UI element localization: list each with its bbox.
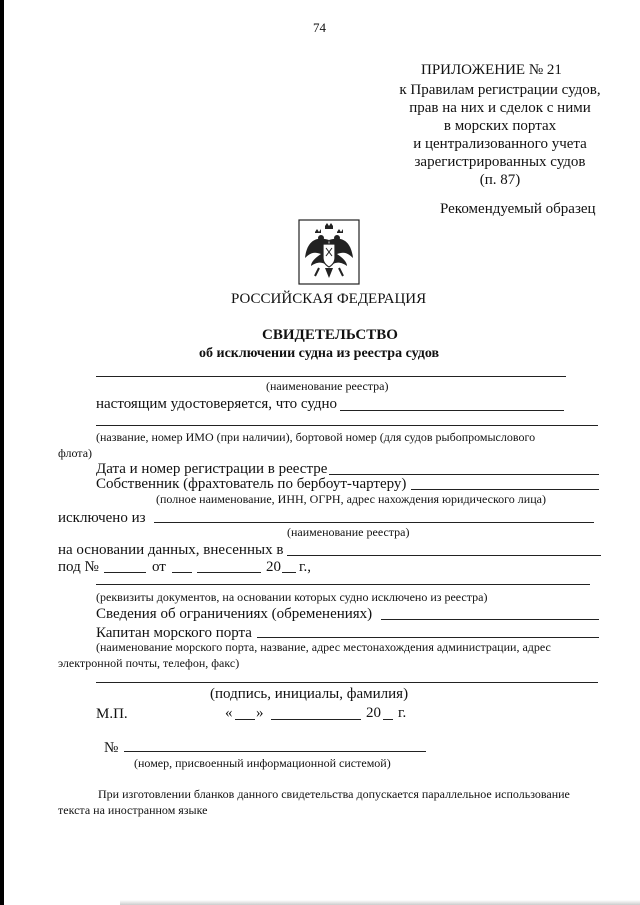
captain-hint-cont: электронной почты, телефон, факс) xyxy=(58,656,240,670)
year-prefix: 20 xyxy=(266,559,281,575)
excluded-hint: (наименование реестра) xyxy=(287,525,410,539)
appendix-line: в морских портах xyxy=(443,118,557,134)
owner-hint: (полное наименование, ИНН, ОГРН, адрес нахождения юридического лица) xyxy=(156,492,546,506)
scan-left-edge xyxy=(0,0,4,905)
coat-of-arms-icon xyxy=(297,218,361,286)
registry-name-hint: (наименование реестра) xyxy=(266,379,389,393)
signature-hint: (подпись, инициалы, фамилия) xyxy=(210,686,409,702)
excluded-field[interactable] xyxy=(154,522,594,523)
footnote-line: При изготовлении бланков данного свидетельства допускается параллельное использование xyxy=(98,787,570,801)
vessel-hint: (название, номер ИМО (при наличии), бортовой номер (для судов рыбопромыслового xyxy=(96,430,536,444)
sign-year-prefix: 20 xyxy=(366,705,381,721)
reg-date-label: Дата и номер регистрации в реестре xyxy=(96,461,328,477)
vessel-line-1[interactable] xyxy=(340,410,564,411)
owner-label: Собственник (фрахтователь по бербоут-чартеру) xyxy=(96,476,407,492)
stamp-place: М.П. xyxy=(96,706,128,722)
scan-bottom-edge xyxy=(120,900,640,905)
page-number: 74 xyxy=(313,20,326,35)
captain-field[interactable] xyxy=(257,637,599,638)
signature-line[interactable] xyxy=(96,682,598,683)
owner-field[interactable] xyxy=(411,489,599,490)
number-hint: (номер, присвоенный информационной системой) xyxy=(134,756,391,770)
basis-field[interactable] xyxy=(287,555,601,556)
under-no-label: под № xyxy=(58,559,99,575)
captain-label: Капитан морского порта xyxy=(96,625,252,641)
date-close-quote: » xyxy=(256,705,264,721)
vessel-hint-cont: флота) xyxy=(58,446,93,460)
appendix-line: (п. 87) xyxy=(479,172,521,188)
restrictions-label: Сведения об ограничениях (обременениях) xyxy=(96,606,373,622)
appendix-title: ПРИЛОЖЕНИЕ № 21 xyxy=(421,62,562,78)
footnote-line-cont: текста на иностранном языке xyxy=(58,803,208,817)
from-label: от xyxy=(152,559,166,575)
number-sign: № xyxy=(104,740,119,756)
registry-name-line[interactable] xyxy=(96,376,566,377)
system-number-field[interactable] xyxy=(124,751,426,752)
doc-day-field[interactable] xyxy=(172,572,192,573)
certify-text: настоящим удостоверяется, что судно xyxy=(96,396,338,412)
appendix-line: прав на них и сделок с ними xyxy=(409,100,591,116)
appendix-line: к Правилам регистрации судов, xyxy=(399,82,601,98)
doc-number-field[interactable] xyxy=(104,572,146,573)
sign-year-suffix: г. xyxy=(398,705,407,721)
docs-line[interactable] xyxy=(96,584,590,585)
captain-hint: (наименование морского порта, название, адрес местонахождения администрации, адрес xyxy=(96,640,551,654)
sign-day-field[interactable] xyxy=(235,719,255,720)
recommended-sample: Рекомендуемый образец xyxy=(440,201,596,217)
docs-hint: (реквизиты документов, на основании которых судно исключено из реестра) xyxy=(96,590,488,604)
year-suffix: г., xyxy=(299,559,311,575)
doc-month-field[interactable] xyxy=(197,572,261,573)
document-title: СВИДЕТЕЛЬСТВО xyxy=(262,327,398,343)
sign-year-field[interactable] xyxy=(383,719,393,720)
date-open-quote: « xyxy=(225,705,233,721)
basis-label: на основании данных, внесенных в xyxy=(58,542,284,558)
country-name: РОССИЙСКАЯ ФЕДЕРАЦИЯ xyxy=(231,291,427,307)
vessel-line-2[interactable] xyxy=(96,425,598,426)
appendix-line: зарегистрированных судов xyxy=(414,154,586,170)
doc-year-field[interactable] xyxy=(282,572,296,573)
document-subtitle: об исключении судна из реестра судов xyxy=(199,346,440,361)
restrictions-field[interactable] xyxy=(381,619,599,620)
sign-month-field[interactable] xyxy=(271,719,361,720)
reg-date-field[interactable] xyxy=(329,474,599,475)
appendix-line: и централизованного учета xyxy=(413,136,587,152)
excluded-label: исключено из xyxy=(58,510,146,526)
